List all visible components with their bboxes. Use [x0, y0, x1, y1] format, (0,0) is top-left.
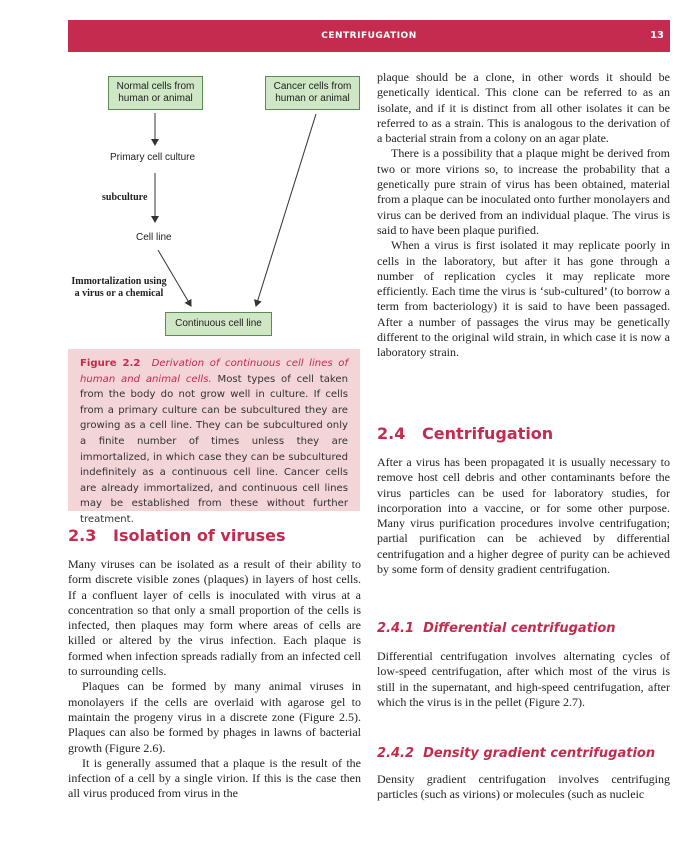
section-2-4-body [377, 455, 670, 577]
box-cancer-cells: Cancer cells from human or animal [265, 76, 360, 110]
figure-caption [68, 349, 360, 525]
label-immortalization: Immortalization using a virus or a chemical [71, 276, 167, 299]
box-normal-cells: Normal cells from human or animal [108, 76, 203, 110]
paragraph: After a virus has been propagated it is usually necessary to remove host cell debris and other contaminants before the virus particles can be used for laboratory studies, for incorporation into a vaccine, or for some other purpose. Many virus purification procedures involve centrifugation; partial purification can be achieved by differential centrifugation and a higher degree of purity can be achieved by some form of density gradient centrifugation. [377, 455, 670, 577]
page-number: 13 [650, 30, 664, 41]
label-cell-line: Cell line [136, 232, 172, 243]
paragraph: Differential centrifugation involves alternating cycles of low-speed centrifugation, after which most of the virus is still in the supernatant, and high-speed centrifugation, after which the virus is in the pellet (Figure 2.7). [377, 649, 670, 709]
heading-2-3: 2.3 Isolation of viruses [68, 526, 286, 545]
figure-number: Figure 2.2 [80, 358, 141, 369]
right-column-body [377, 70, 670, 361]
paragraph: There is a possibility that a plaque might be derived from two or more virions so, to increase the probability that a genetically pure strain of virus has been obtained, material from a plaque can be inoculated onto further monolayers and virus can be derived from an individual plaque. The virus is said to have been plaque purified. [377, 146, 670, 237]
paragraph: When a virus is first isolated it may replicate poorly in cells in the laboratory, but after it has gone through a number of replication cycles it may replicate more efficiently. Each time the virus is ‘sub-cultured’ (to borrow a term from bacteriology) it is said to have been passaged. After a number of passages the virus may be genetically different to the original wild strain, in which case it is now a laboratory strain. [377, 238, 670, 360]
box-continuous-cell-line: Continuous cell line [165, 312, 272, 336]
figure-title: Derivation of continuous cell lines of human and animal cells. [80, 358, 348, 385]
paragraph: Plaques can be formed by many animal viruses in monolayers if the cells are overlaid with agarose gel to maintain the progeny virus in a discrete zone (Figure 2.5). Plaques can also be formed by phages in lawns of bacterial growth (Figure 2.6). [68, 679, 361, 755]
section-2-4-1-body [377, 649, 670, 710]
paragraph: It is generally assumed that a plaque is the result of the infection of a cell by a single virion. If this is the case then all virus produced from virus in the [68, 755, 361, 801]
label-subculture: subculture [102, 192, 148, 203]
figure-caption-text: Most types of cell taken from the body do not grow well in culture. If cells from a primary culture can be subcultured they are growing as a cell line. They can be subcultured only a finite number of times unless they are immortalized, in which case they can be subcultured indefinitely as a continuous cell line. Cancer cells are already immortalized, and continuous cell lines may be established from these without further treatment. [80, 373, 348, 525]
cell-line-diagram [68, 70, 360, 340]
paragraph: Density gradient centrifugation involves centrifuging particles (such as virions) or molecules (such as nucleic [377, 772, 670, 802]
header-title: CENTRIFUGATION [321, 31, 417, 41]
running-header [68, 20, 670, 52]
heading-2-4: 2.4 Centrifugation [377, 424, 554, 443]
paragraph: Many viruses can be isolated as a result of their ability to form discrete visible zones (plaques) in layers of host cells. If a confluent layer of cells is inoculated with virus at a concentration so that only a small proportion of the cells is infected, then plaques may form where areas of cells are killed or altered by the virus infection. Each plaque is formed when infection spreads radially from an infected cell to surrounding cells. [68, 557, 361, 679]
paragraph: plaque should be a clone, in other words it should be genetically identical. This clone can be referred to as an isolate, and if it is distinct from all other isolates it can be referred to as a strain. This is analogous to the derivation of a bacterial strain from a colony on an agar plate. [377, 70, 670, 146]
arrow-cancer-to-continuous [256, 114, 316, 306]
heading-2-4-1: 2.4.1 Differential centrifugation [377, 621, 616, 636]
label-primary-culture: Primary cell culture [110, 152, 196, 163]
section-2-3-body [68, 557, 361, 802]
heading-2-4-2: 2.4.2 Density gradient centrifugation [377, 746, 656, 761]
section-2-4-2-body [377, 772, 670, 803]
